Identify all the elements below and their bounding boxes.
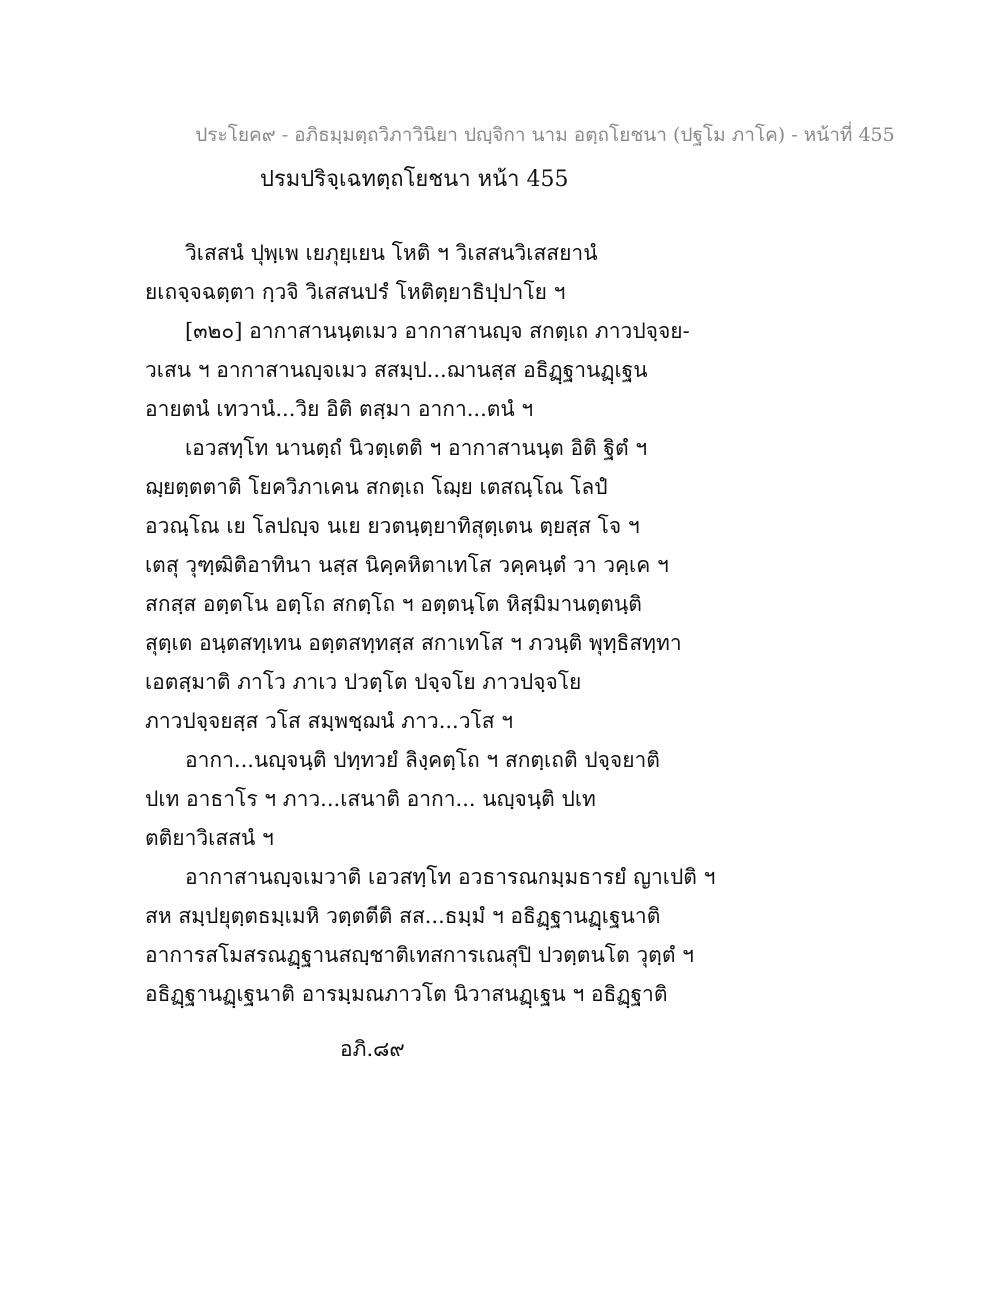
text-line: อากาสานญฺจเมวาติ เอวสทฺโท อวธารณกมฺมธารยํ ญาเปติ ฯ [185, 865, 716, 889]
text-line: วเสน ฯ อากาสานญฺจเมว สสมฺป...ฌานสฺส อธิฏฺฐานฏฺเฐน [145, 358, 648, 382]
text-line: สห สมฺปยุตฺตธมฺเมหิ วตฺตตีติ สส...ธมฺมํ ฯ อธิฏฺฐานฏฺเฐนาติ [145, 904, 661, 928]
text-line: วิเสสนํ ปุพฺเพ เยภุยฺเยน โหติ ฯ วิเสสนวิเสสยานํ [185, 241, 598, 265]
text-line: ยเถจฺจฉตฺตา กฺวจิ วิเสสนปรํ โหติตฺยาธิปฺปาโย ฯ [145, 280, 566, 304]
text-line: อวณฺโณ เย โลปญฺจ นเย ยวตนฺตฺยาทิสุตฺเตน ตฺยสฺส โจ ฯ [145, 514, 640, 538]
text-line: อากา...นญฺจนฺติ ปทฺทวยํ ลิงฺคตฺโถ ฯ สกตฺเถติ ปจฺจยาติ [185, 748, 660, 772]
text-line: อธิฏฺฐานฏฺเฐนาติ อารมฺมณภาวโต นิวาสนฏฺเฐน ฯ อธิฏฺฐาติ [145, 982, 668, 1006]
text-line: เอวสทฺโท นานตฺถํ นิวตฺเตติ ฯ อากาสานนฺต อิติ ฐิตํ ฯ [185, 436, 648, 460]
text-line: สุตฺเต อนฺตสทฺเทน อตฺตสทฺทสฺส สกาเทโส ฯ ภวนฺติ พุทฺธิสทฺทา [145, 631, 682, 655]
text-line: อาการสโมสรณฏฺฐานสญฺชาติเทสการเณสุปิ ปวตฺตนโต วุตฺตํ ฯ [145, 943, 694, 967]
page-number: อภิ.๘๙ [340, 1037, 405, 1061]
running-header: ประโยค๙ - อภิธมฺมตฺถวิภาวินิยา ปญฺจิกา นาม อตฺถโยชนา (ปฐโม ภาโค) - หน้าที่ 455 [195, 124, 895, 146]
text-line: [๓๒๐] อากาสานนฺตเมว อากาสานญฺจ สกตฺเถ ภาวปจฺจย- [185, 319, 690, 343]
text-line: อายตนํ เทวานํ...วิย อิติ ตสฺมา อากา...ตนํ ฯ [145, 397, 534, 421]
text-line: ภาวปจฺจยสฺส วโส สมฺพชฺฌนํ ภาว...วโส ฯ [145, 709, 514, 733]
text-line: ปเท อาธาโร ฯ ภาว...เสนาติ อากา... นญฺจนฺติ ปเท [145, 787, 596, 811]
text-line: เตสุ วุฑฺฒิติอาทินา นสฺส นิคฺคหิตาเทโส วคฺคนฺตํ วา วคฺเค ฯ [145, 553, 669, 577]
body-text [145, 234, 716, 1014]
text-line: ฌฺยตฺตตาติ โยควิภาเคน สกตฺเถ โฌฺย เตสณฺโณ โลปํ [145, 475, 608, 499]
text-line: ตติยาวิเสสนํ ฯ [145, 826, 274, 850]
text-line: สกสฺส อตฺตโน อตฺโถ สกตฺโถ ฯ อตฺตนฺโต หิสฺมิมานตฺตนฺติ [145, 592, 642, 616]
text-line: เอตสฺมาติ ภาโว ภาเว ปวตฺโต ปจฺจโย ภาวปจฺจโย [145, 670, 582, 694]
page-subtitle: ปรมปริจฺเฉทตฺถโยชนา หน้า 455 [260, 167, 569, 192]
